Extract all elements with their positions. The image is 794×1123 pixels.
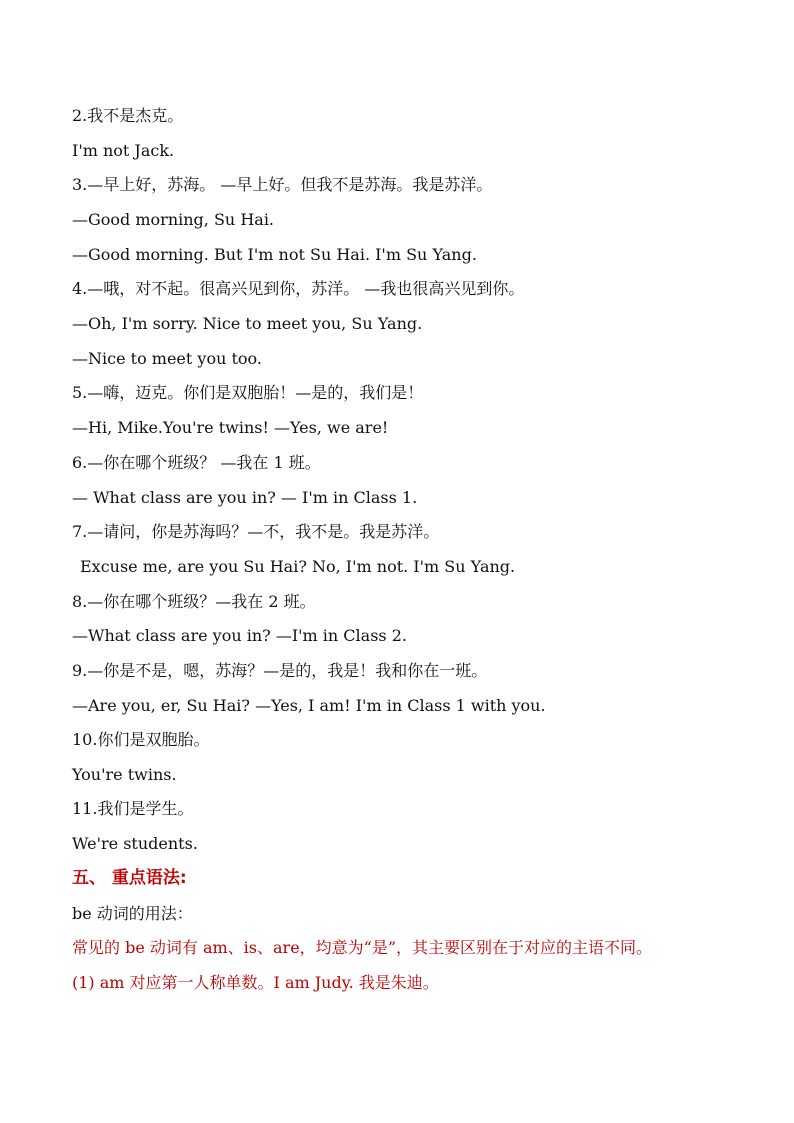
- sentence-6-en: — What class are you in? — I'm in Class 1.: [72, 488, 418, 507]
- sentence-3-zh: 3.—早上好，苏海。 —早上好。但我不是苏海。我是苏洋。: [72, 175, 493, 194]
- sentence-11-en: We're students.: [72, 834, 198, 853]
- sentence-5-en: —Hi, Mike.You're twins! —Yes, we are!: [72, 418, 389, 437]
- grammar-intro: be 动词的用法：: [72, 904, 193, 923]
- grammar-example-am: (1) am 对应第一人称单数。I am Judy. 我是朱迪。: [72, 973, 439, 992]
- sentence-4-zh: 4.—哦，对不起。很高兴见到你，苏洋。 —我也很高兴见到你。: [72, 279, 525, 298]
- sentence-8-en: —What class are you in? —I'm in Class 2.: [72, 626, 407, 645]
- section-heading-grammar: 五、 重点语法:: [72, 868, 187, 888]
- sentence-7-zh: 7.—请问，你是苏海吗？—不，我不是。我是苏洋。: [72, 522, 440, 541]
- sentence-5-zh: 5.—嗨，迈克。你们是双胞胎！—是的，我们是！: [72, 383, 424, 402]
- sentence-9-en: —Are you, er, Su Hai? —Yes, I am! I'm in Class 1 with you.: [72, 696, 546, 715]
- sentence-6-zh: 6.—你在哪个班级？ —我在 1 班。: [72, 453, 321, 472]
- sentence-2-en: I'm not Jack.: [72, 141, 175, 160]
- sentence-9-zh: 9.—你是不是，嗯，苏海？—是的，我是！我和你在一班。: [72, 661, 488, 680]
- sentence-3-en-a: —Good morning, Su Hai.: [72, 210, 275, 229]
- sentence-3-en-b: —Good morning. But I'm not Su Hai. I'm Su Yang.: [72, 245, 477, 264]
- grammar-rule: 常见的 be 动词有 am、is、are，均意为“是”，其主要区别在于对应的主语不同。: [72, 938, 653, 957]
- sentence-11-zh: 11.我们是学生。: [72, 799, 194, 818]
- sentence-10-en: You're twins.: [72, 765, 177, 784]
- sentence-7-en: Excuse me, are you Su Hai? No, I'm not. I'm Su Yang.: [80, 557, 516, 576]
- sentence-4-en-b: —Nice to meet you too.: [72, 349, 262, 368]
- sentence-8-zh: 8.—你在哪个班级？—我在 2 班。: [72, 592, 316, 611]
- sentence-10-zh: 10.你们是双胞胎。: [72, 730, 210, 749]
- sentence-2-zh: 2.我不是杰克。: [72, 106, 184, 125]
- sentence-4-en-a: —Oh, I'm sorry. Nice to meet you, Su Yang.: [72, 314, 423, 333]
